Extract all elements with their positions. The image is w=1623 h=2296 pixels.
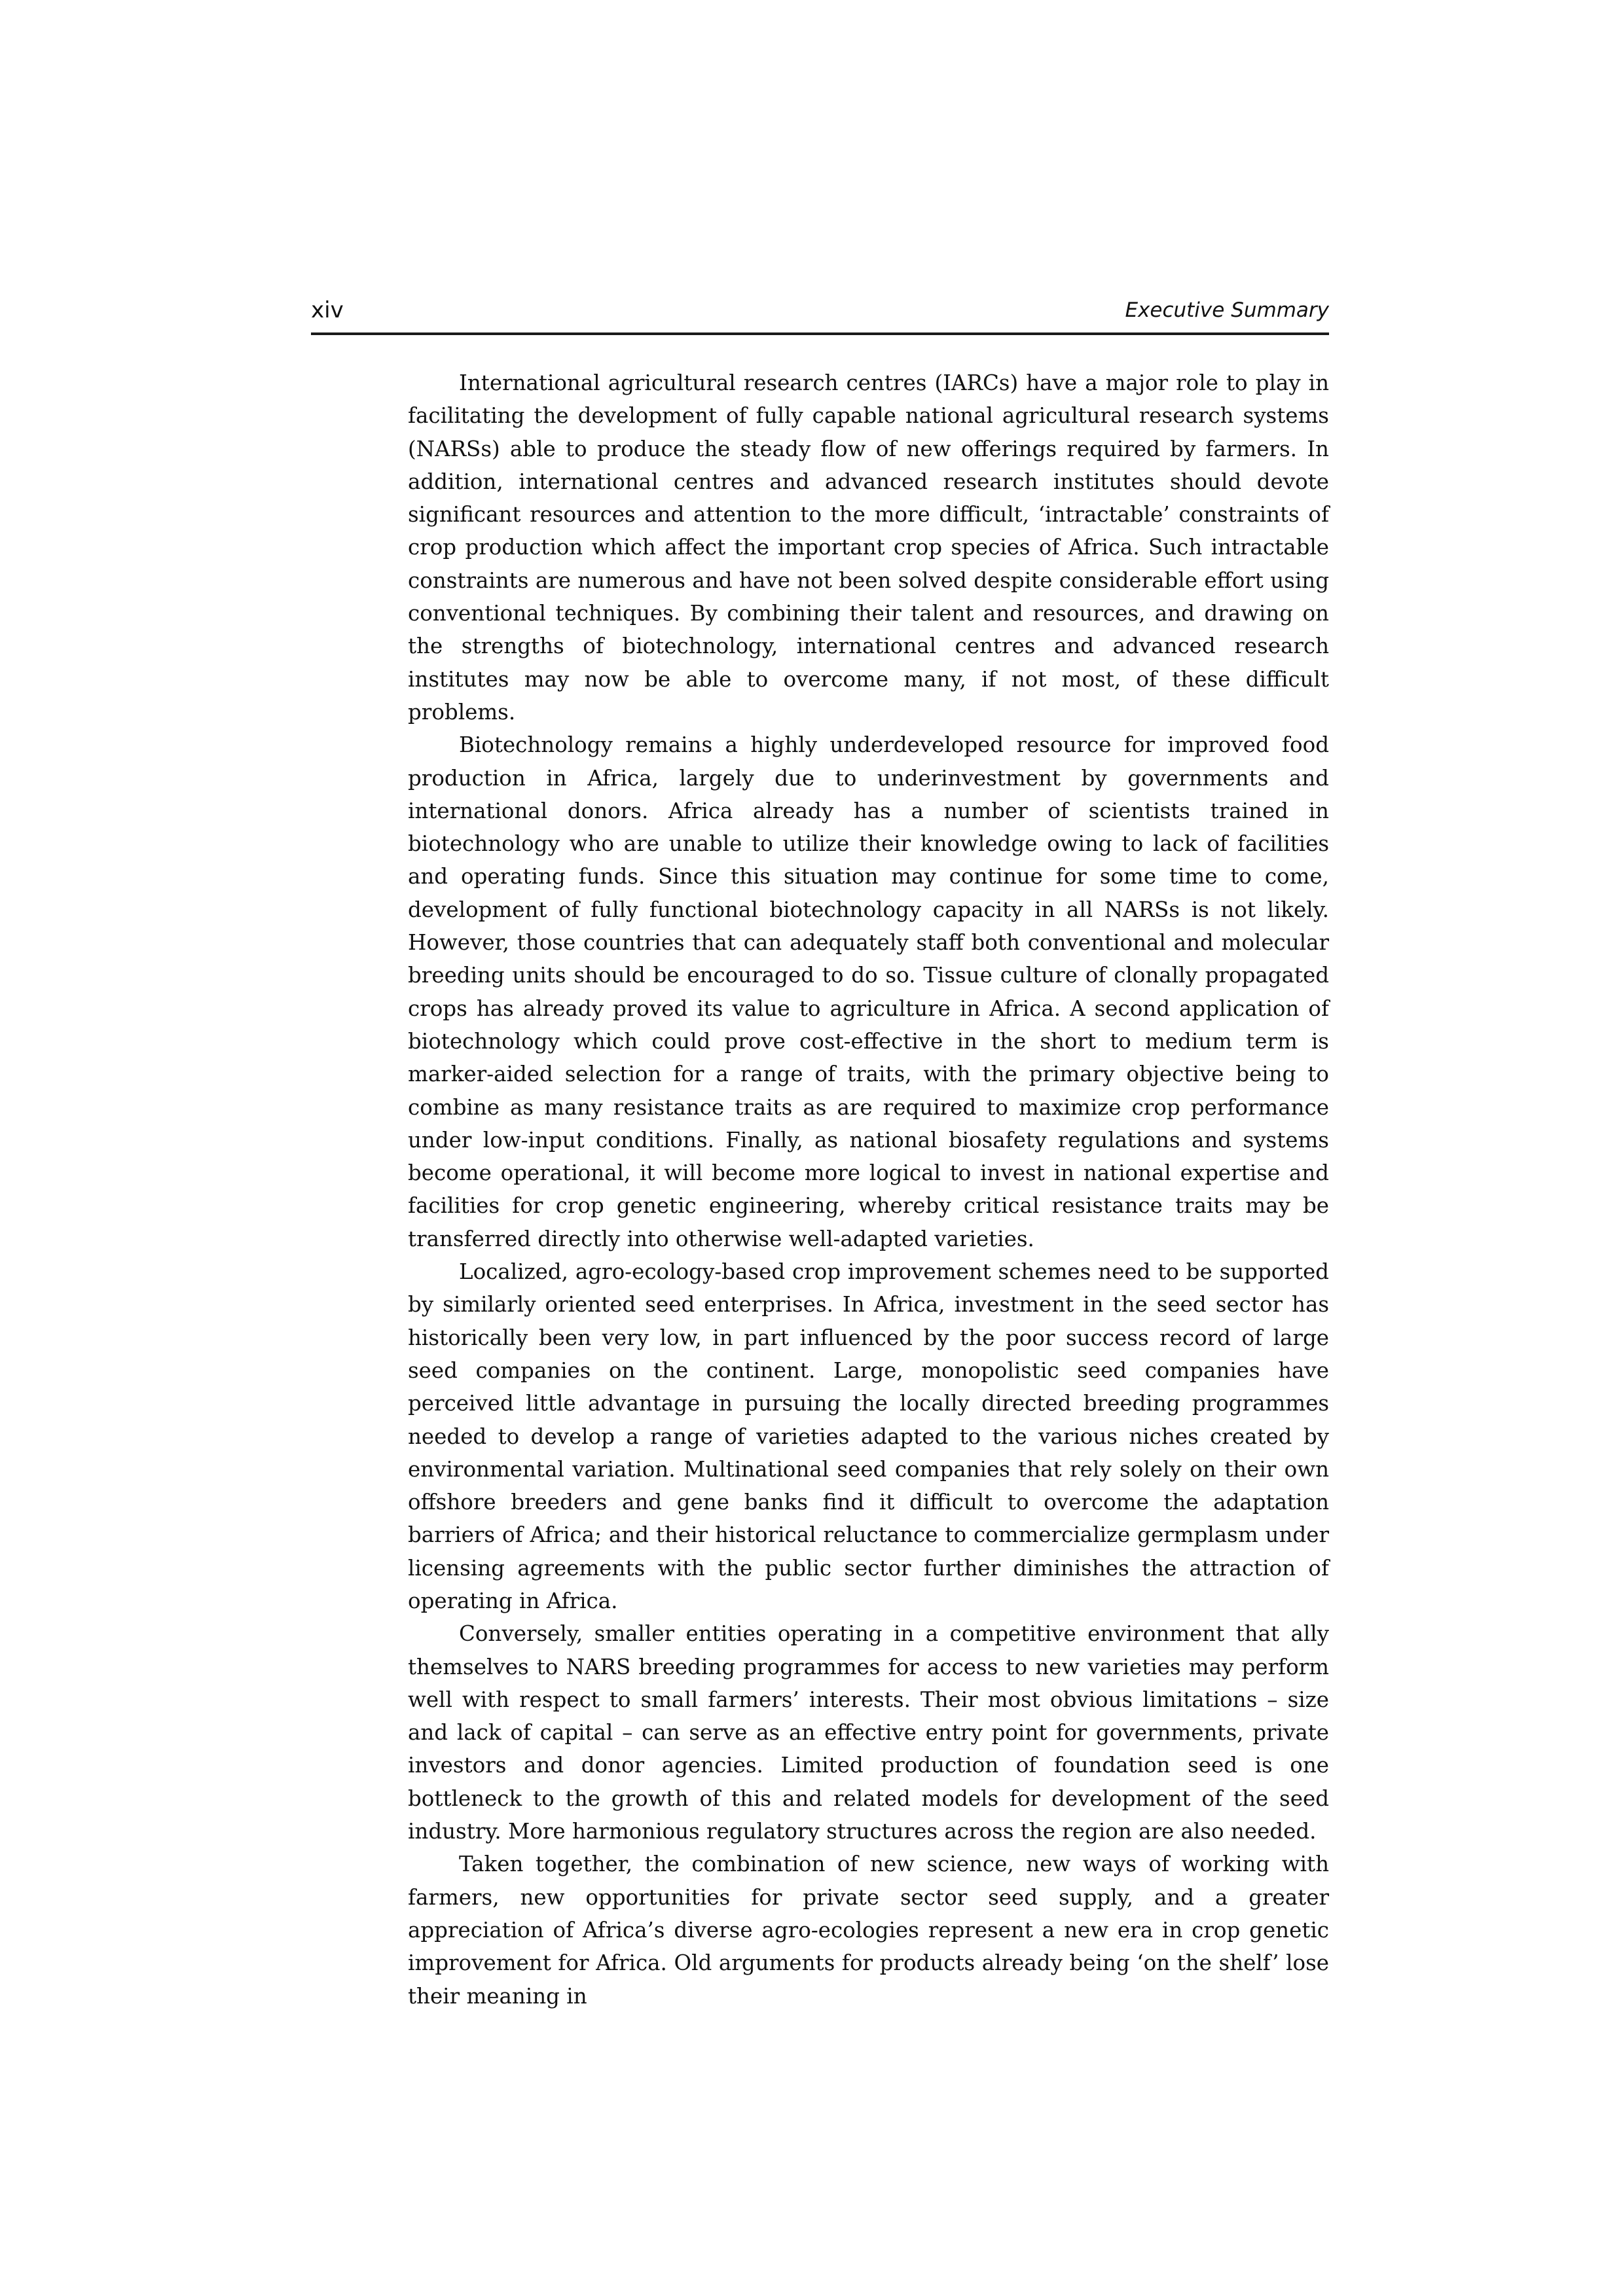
page-number: xiv [311, 297, 344, 323]
paragraph: Localized, agro-ecology-based crop improvement schemes need to be supported by similarly oriented seed enterprises. In Africa, investment in the seed sector has historically been very low, in part influenced by the poor success record of large seed companies on the continent. Large, monopolistic seed companies have perceived little advantage in pursuing the locally directed breeding programmes needed to develop a range of varieties adapted to the various niches created by environmental variation. Multinational seed companies that rely solely on their own offshore breeders and gene banks find it difficult to overcome the adaptation barriers of Africa; and their historical reluctance to commercialize germplasm under licensing agreements with the public sector further diminishes the attraction of operating in Africa. [408, 1259, 1329, 1613]
paragraph: International agricultural research centres (IARCs) have a major role to play in facilitating the development of fully capable national agricultural research systems (NARSs) able to produce the steady flow of new offerings required by farmers. In addition, international centres and advanced research institutes should devote significant resources and attention to the more difficult, ‘intractable’ constraints of crop production which affect the important crop species of Africa. Such intractable constraints are numerous and have not been solved despite considerable effort using conventional techniques. By combining their talent and resources, and drawing on the strengths of biotechnology, international centres and advanced research institutes may now be able to overcome many, if not most, of these difficult problems. [408, 370, 1329, 725]
running-title: Executive Summary [1125, 298, 1329, 322]
page-header [311, 296, 1329, 335]
body-text [408, 367, 1329, 2013]
paragraph: Biotechnology remains a highly underdeveloped resource for improved food production in Africa, largely due to underinvestment by governments and international donors. Africa already has a number of scientists trained in biotechnology who are unable to utilize their knowledge owing to lack of facilities and operating funds. Since this situation may continue for some time to come, development of fully functional biotechnology capacity in all NARSs is not likely. However, those countries that can adequately staff both conventional and molecular breeding units should be encouraged to do so. Tissue culture of clonally propagated crops has already proved its value to agriculture in Africa. A second application of biotechnology which could prove cost-effective in the short to medium term is marker-aided selection for a range of traits, with the primary objective being to combine as many resistance traits as are required to maximize crop performance under low-input conditions. Finally, as national biosafety regulations and systems become operational, it will become more logical to invest in national expertise and facilities for crop genetic engineering, whereby critical resistance traits may be transferred directly into otherwise well-adapted varieties. [408, 732, 1329, 1251]
paragraph: Taken together, the combination of new science, new ways of working with farmers, new opportunities for private sector seed supply, and a greater appreciation of Africa’s diverse agro-ecologies represent a new era in crop genetic improvement for Africa. Old arguments for products already being ‘on the shelf’ lose their meaning in [408, 1852, 1329, 2009]
paragraph: Conversely, smaller entities operating in a competitive environment that ally themselves to NARS breeding programmes for access to new varieties may perform well with respect to small farmers’ interests. Their most obvious limitations – size and lack of capital – can serve as an effective entry point for governments, private investors and donor agencies. Limited production of foundation seed is one bottleneck to the growth of this and related models for development of the seed industry. More harmonious regulatory structures across the region are also needed. [408, 1621, 1329, 1844]
